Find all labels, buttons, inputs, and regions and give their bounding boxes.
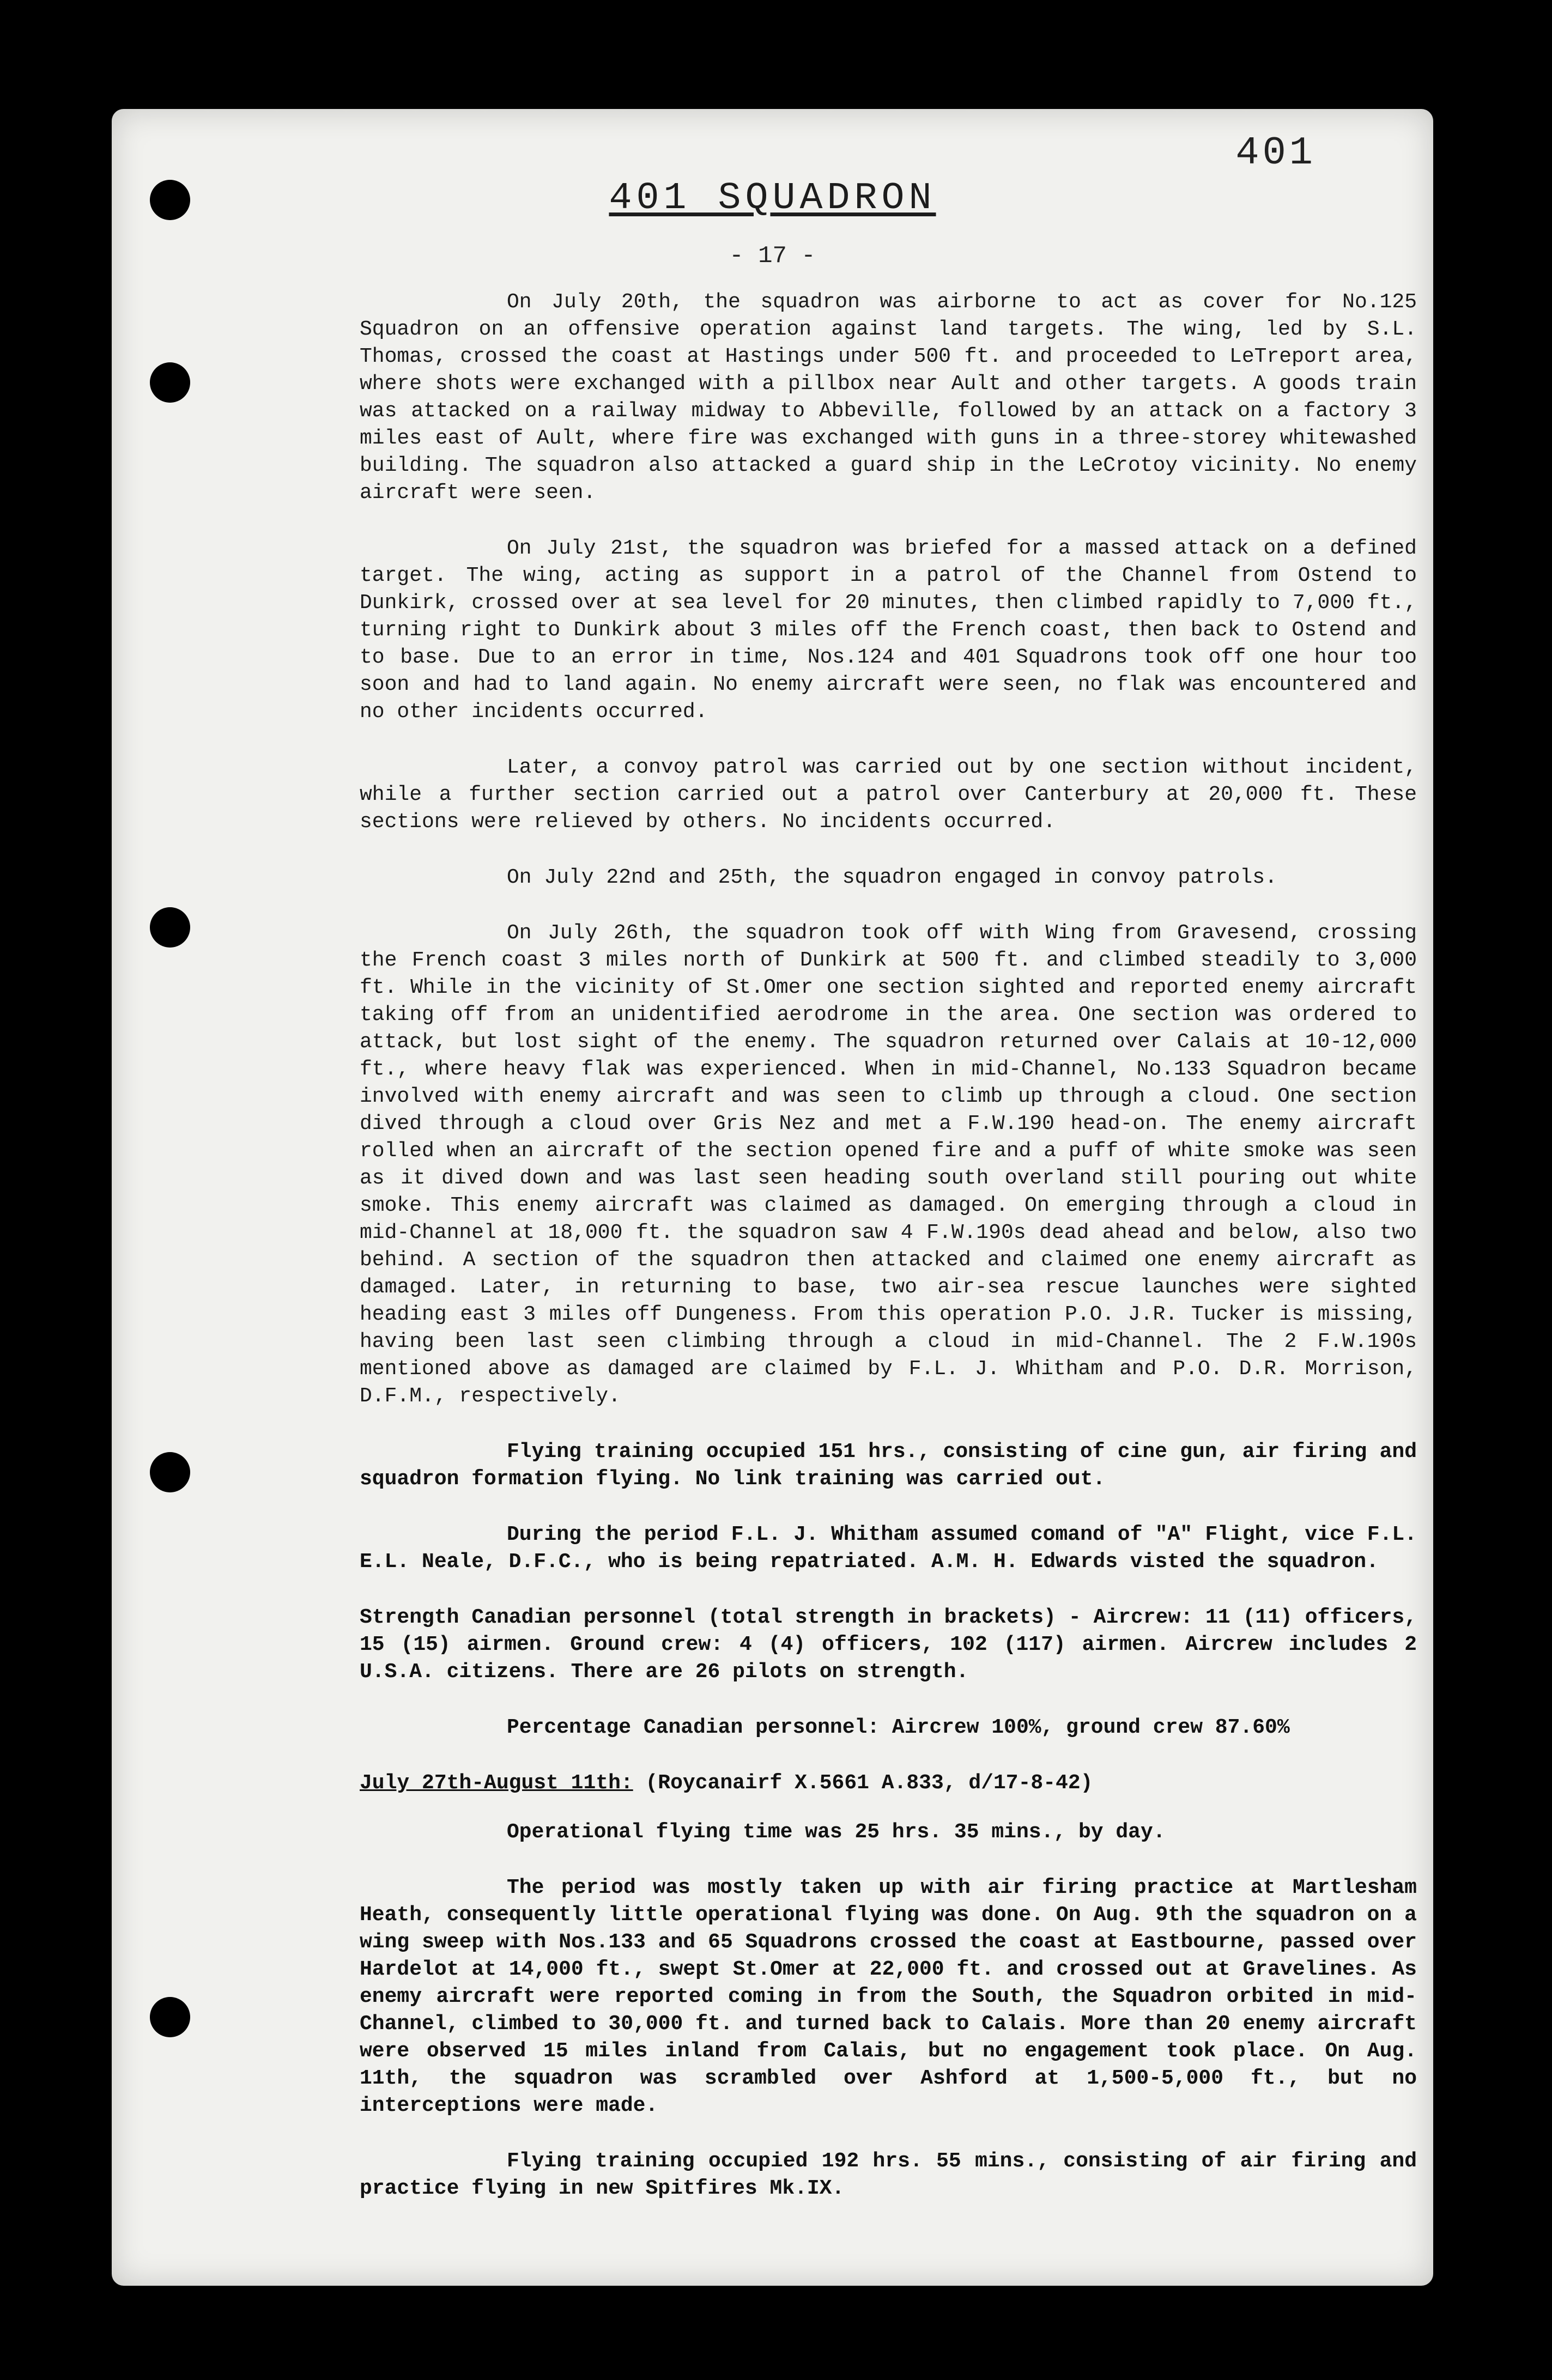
paragraph-percentage: Percentage Canadian personnel: Aircrew 100%, ground crew 87.60% bbox=[507, 1716, 1290, 1739]
document-page bbox=[112, 109, 1433, 2286]
paragraph-operational-time: Operational flying time was 25 hrs. 35 mins., by day. bbox=[507, 1820, 1166, 1844]
paragraph-air-firing-period: The period was mostly taken up with air firing practice at Martlesham Heath, consequently little operational flying was done. On Aug. 9th the squadron on a wing sweep with Nos.133 and 65 Squadrons crossed the coast at Eastbourne, passed over Hardelot at 14,000 ft., swept St.Omer at 22,000 ft. and crossed out at Gravelines. As enemy aircraft were reported coming in from the South, the Squadron orbited in mid-Channel, climbed to 30,000 ft. and turned back to Calais. More than 20 enemy aircraft were observed 15 miles inland from Calais, but no engagement took place. On Aug. 11th, the squadron was scrambled over Ashford at 1,500-5,000 ft., but no interceptions were made. bbox=[360, 1876, 1417, 2117]
paragraph-flying-training-2: Flying training occupied 192 hrs. 55 mins., consisting of air firing and practice flying in new Spitfires Mk.IX. bbox=[360, 2150, 1417, 2200]
punch-hole bbox=[150, 1452, 190, 1492]
paragraph-july-22-25: On July 22nd and 25th, the squadron engaged in convoy patrols. bbox=[507, 866, 1277, 889]
punch-hole bbox=[150, 907, 190, 948]
page-number: 401 bbox=[1235, 131, 1316, 175]
paragraph-flying-training: Flying training occupied 151 hrs., consisting of cine gun, air firing and squadron formation flying. No link training was carried out. bbox=[360, 1440, 1417, 1491]
paragraph-july-20: On July 20th, the squadron was airborne to act as cover for No.125 Squadron on an offensive operation against land targets. The wing, led by S.L. Thomas, crossed the coast at Hastings under 500 ft. and proceeded to LeTreport area, where shots were exchanged with a pillbox near Ault and other targets. A goods train was attacked on a railway midway to Abbeville, followed by an attack on a factory 3 miles east of Ault, where fire was exchanged with guns in a three-storey whitewashed building. The squadron also attacked a guard ship in the LeCrotoy vicinity. No enemy aircraft were seen. bbox=[360, 290, 1417, 505]
document-body bbox=[360, 289, 1417, 2231]
page-title: 401 SQUADRON bbox=[609, 177, 936, 220]
paragraph-strength: Strength Canadian personnel (total strength in brackets) - Aircrew: 11 (11) officers, 15 (15) airmen. Ground crew: 4 (4) officers, 102 (117) airmen. Aircrew includes 2 U.S.A. citizens. There are 26 pilots on strength. bbox=[360, 1606, 1417, 1684]
section-heading bbox=[360, 1770, 1417, 1797]
punch-hole bbox=[150, 362, 190, 403]
paragraph-july-26: On July 26th, the squadron took off with Wing from Gravesend, crossing the French coast 3 miles north of Dunkirk at 500 ft. and climbed steadily to 3,000 ft. While in the vicinity of St.Omer one section sighted and reported enemy aircraft taking off from an unidentified aerodrome in the area. One section was ordered to attack, but lost sight of the enemy. The squadron returned over Calais at 10-12,000 ft., where heavy flak was experienced. When in mid-Channel, No.133 Squadron became involved with enemy aircraft and was seen to climb up through a cloud. One section dived through a cloud over Gris Nez and met a F.W.190 head-on. The enemy aircraft rolled when an aircraft of the section opened fire and a puff of white smoke was seen as it dived down and was last seen heading south overland still pouring out white smoke. This enemy aircraft was claimed as damaged. On emerging through a cloud in mid-Channel at 18,000 ft. the squadron saw 4 F.W.190s dead ahead and below, also two behind. A section of the squadron then attacked and claimed one enemy aircraft as damaged. Later, in returning to base, two air-sea rescue launches were sighted heading east 3 miles off Dungeness. From this operation P.O. J.R. Tucker is missing, having been last seen climbing through a cloud in mid-Channel. The 2 F.W.190s mentioned above as damaged are claimed by F.L. J. Whitham and P.O. D.R. Morrison, D.F.M., respectively. bbox=[360, 921, 1417, 1408]
punch-hole bbox=[150, 1997, 190, 2037]
section-date-label: July 27th-August 11th: bbox=[360, 1771, 633, 1795]
section-reference: (Roycanairf X.5661 A.833, d/17-8-42) bbox=[645, 1771, 1093, 1795]
paragraph-command-change: During the period F.L. J. Whitham assumed comand of "A" Flight, vice F.L. E.L. Neale, D.F.C., who is being repatriated. A.M. H. Edwards visted the squadron. bbox=[360, 1523, 1417, 1574]
paragraph-convoy-patrol: Later, a convoy patrol was carried out by one section without incident, while a further section carried out a patrol over Canterbury at 20,000 ft. These sections were relieved by others. No incidents occurred. bbox=[360, 756, 1417, 834]
paragraph-july-21: On July 21st, the squadron was briefed for a massed attack on a defined target. The wing, acting as support in a patrol of the Channel from Ostend to Dunkirk, crossed over at sea level for 20 minutes, then climbed rapidly to 7,000 ft., turning right to Dunkirk about 3 miles off the French coast, then back to Ostend and to base. Due to an error in time, Nos.124 and 401 Squadrons took off one hour too soon and had to land again. No enemy aircraft were seen, no flak was encountered and no other incidents occurred. bbox=[360, 537, 1417, 724]
sub-page-number: - 17 - bbox=[729, 242, 816, 270]
